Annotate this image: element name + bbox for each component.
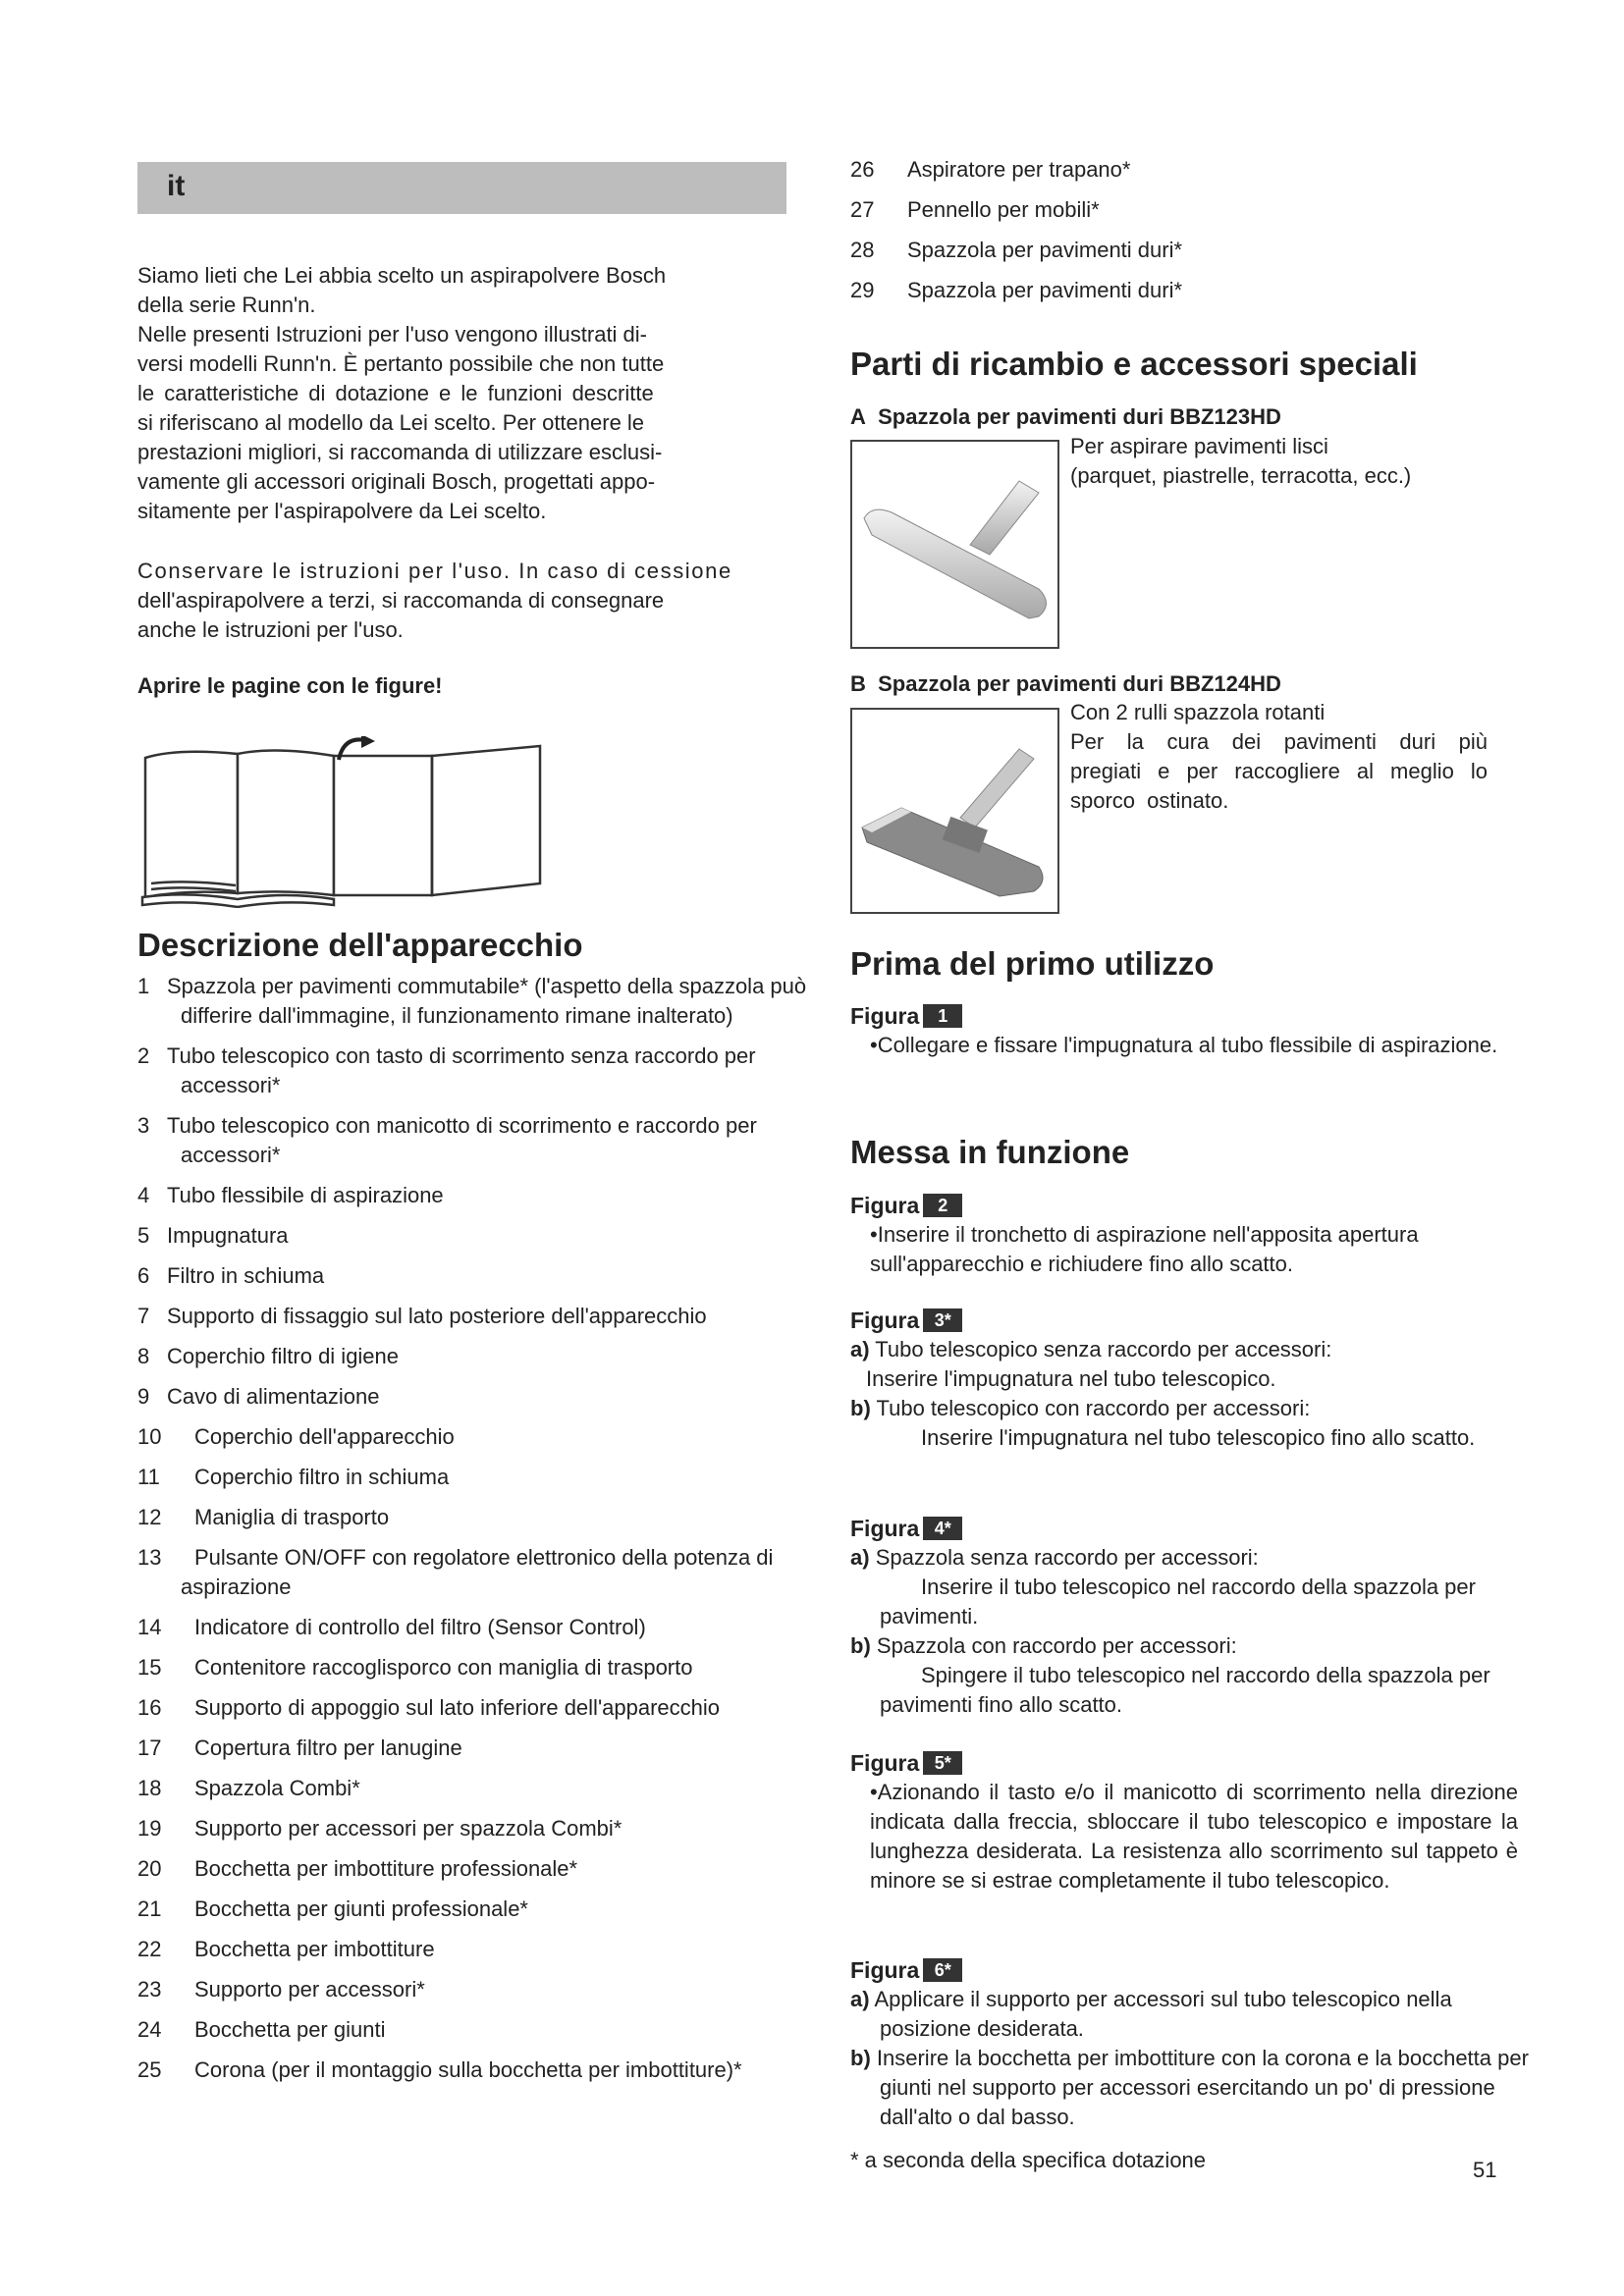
list-item: [137, 1613, 815, 1642]
item-number: 21: [137, 1896, 162, 1921]
keep-line: Conservare le istruzioni per l'uso. In caso di cessione: [137, 559, 732, 583]
item-text: Bocchetta per imbottiture professionale*: [194, 1856, 578, 1881]
item-text: Tubo telescopico con manicotto di scorrimento e raccordo per accessori*: [167, 1113, 757, 1167]
item-number: 6: [137, 1263, 150, 1288]
list-item: [137, 1693, 815, 1723]
intro-line: prestazioni migliori, si raccomanda di utilizzare esclusi-: [137, 440, 663, 464]
intro-paragraph: [137, 261, 805, 526]
accessory-b-heading: [850, 671, 1281, 697]
item-number: 20: [137, 1856, 162, 1881]
intro-line: le caratteristiche di dotazione e le funzioni descritte: [137, 381, 654, 405]
item-text: Bocchetta per giunti: [194, 2017, 386, 2042]
figure-6a-text: Applicare il supporto per accessori sul tubo telescopico nella posizione desiderata.: [874, 1987, 1452, 2041]
intro-line: della serie Runn'n.: [137, 293, 316, 317]
figure-label: Figura: [850, 1750, 920, 1776]
list-item: [137, 1653, 815, 1682]
item-text: Contenitore raccoglisporco con maniglia di trasporto: [194, 1655, 693, 1680]
figure-1-step: •Collegare e fissare l'impugnatura al tubo flessibile di aspirazione.: [870, 1033, 1498, 1057]
first-use-title: Prima del primo utilizzo: [850, 945, 1215, 982]
item-text: Indicatore di controllo del filtro (Sensor Control): [194, 1615, 646, 1639]
accessory-a-heading: [850, 404, 1281, 430]
figure-1-section: [850, 1001, 1518, 1060]
list-item: [137, 1975, 815, 2004]
operation-title: Messa in funzione: [850, 1134, 1130, 1170]
figure-2-step: •Inserire il tronchetto di aspirazione nell'apposita apertura sull'apparecchio e richiudere fino allo scatto.: [870, 1222, 1419, 1276]
item-text: Spazzola per pavimenti duri*: [907, 238, 1183, 262]
description-title: Descrizione dell'apparecchio: [137, 927, 583, 963]
item-text: Pennello per mobili*: [907, 197, 1100, 222]
language-header-bar: [137, 162, 786, 214]
item-text: Bocchetta per giunti professionale*: [194, 1896, 528, 1921]
accessory-a-line: (parquet, piastrelle, terracotta, ecc.): [1070, 463, 1412, 488]
list-item: [137, 1302, 815, 1331]
list-item: [137, 1774, 815, 1803]
figure-3b-head: Tubo telescopico con raccordo per accessori:: [876, 1396, 1311, 1420]
item-text: Supporto di appoggio sul lato inferiore dell'apparecchio: [194, 1695, 721, 1720]
accessory-b-image: [850, 708, 1059, 914]
item-text: Maniglia di trasporto: [194, 1505, 390, 1529]
list-item: [850, 155, 1518, 185]
step-label: a): [850, 1987, 870, 2011]
step-label: b): [850, 2046, 871, 2070]
figure-4b-head: Spazzola con raccordo per accessori:: [876, 1633, 1237, 1658]
figure-2-badge: 2: [923, 1194, 962, 1217]
spare-parts-title: Parti di ricambio e accessori speciali: [850, 346, 1418, 382]
figure-label: Figura: [850, 1308, 920, 1333]
item-number: 23: [137, 1977, 162, 2002]
open-book-illustration: [137, 736, 550, 908]
language-code: it: [167, 170, 186, 202]
figure-label: Figura: [850, 1957, 920, 1983]
keep-instructions-paragraph: [137, 557, 884, 645]
item-number: 5: [137, 1223, 150, 1248]
figure-6b-text: Inserire la bocchetta per imbottiture con la corona e la bocchetta per giunti nel supporto per accessori esercitando un po' di pressione dall'alto o dal basso.: [876, 2046, 1529, 2129]
intro-line: sitamente per l'aspirapolvere da Lei scelto.: [137, 499, 547, 523]
accessory-b-description: [1070, 698, 1488, 816]
accessory-a-image: [850, 440, 1059, 649]
figure-3a-head: Tubo telescopico senza raccordo per accessori:: [875, 1337, 1332, 1362]
item-text: Supporto per accessori*: [194, 1977, 425, 2002]
list-item: [850, 236, 1518, 265]
item-number: 4: [137, 1183, 150, 1207]
list-item: [137, 1181, 815, 1210]
accessory-a-line: Per aspirare pavimenti lisci: [1070, 434, 1328, 458]
intro-line: Nelle presenti Istruzioni per l'uso vengono illustrati di-: [137, 322, 648, 347]
list-item: [137, 1422, 815, 1452]
item-number: 1: [137, 974, 150, 998]
figure-3a-text: Inserire l'impugnatura nel tubo telescopico.: [866, 1366, 1276, 1391]
item-text: Coperchio filtro di igiene: [167, 1344, 400, 1368]
intro-line: vamente gli accessori originali Bosch, progettati appo-: [137, 469, 656, 494]
item-text: Tubo telescopico con tasto di scorrimento senza raccordo per accessori*: [167, 1043, 756, 1097]
item-number: 22: [137, 1937, 162, 1961]
item-number: 7: [137, 1304, 150, 1328]
item-number: 24: [137, 2017, 162, 2042]
accessory-a-description: [1070, 432, 1522, 491]
step-label: a): [850, 1545, 870, 1570]
intro-line: versi modelli Runn'n. È pertanto possibile che non tutte: [137, 351, 665, 376]
accessory-a-title: Spazzola per pavimenti duri BBZ123HD: [878, 404, 1281, 429]
hard-floor-brush-icon: [852, 442, 1057, 647]
figure-2-text: Inserire il tronchetto di aspirazione nell'apposita apertura sull'apparecchio e richiudere fino allo scatto.: [870, 1222, 1419, 1276]
list-item: [137, 1854, 815, 1884]
keep-line: dell'aspirapolvere a terzi, si raccomanda di consegnare: [137, 588, 665, 613]
figure-3-badge: 3*: [923, 1308, 962, 1332]
list-item: [137, 1895, 815, 1924]
list-item: [137, 1734, 815, 1763]
item-text: Supporto di fissaggio sul lato posteriore dell'apparecchio: [167, 1304, 707, 1328]
accessory-b-letter: B: [850, 671, 866, 696]
item-text: Bocchetta per imbottiture: [194, 1937, 435, 1961]
list-item: [137, 1543, 815, 1602]
item-number: 11: [137, 1465, 160, 1489]
accessory-b-line: Per la cura dei pavimenti duri più pregiati e per raccogliere al meglio lo sporco ostinato.: [1070, 729, 1488, 813]
item-text: Tubo flessibile di aspirazione: [167, 1183, 444, 1207]
figure-label: Figura: [850, 1003, 920, 1029]
accessory-a-letter: A: [850, 404, 866, 429]
list-item: [137, 2015, 815, 2045]
item-text: Coperchio filtro in schiuma: [194, 1465, 450, 1489]
figure-5-badge: 5*: [923, 1751, 962, 1775]
item-text: Supporto per accessori per spazzola Combi*: [194, 1816, 623, 1841]
item-number: 9: [137, 1384, 150, 1409]
figure-3-section: [850, 1306, 1538, 1453]
item-text: Spazzola per pavimenti duri*: [907, 278, 1183, 302]
item-text: Filtro in schiuma: [167, 1263, 325, 1288]
list-item: [850, 276, 1518, 305]
figure-label: Figura: [850, 1516, 920, 1541]
item-text: Corona (per il montaggio sulla bocchetta per imbottiture)*: [194, 2057, 742, 2082]
item-text: Copertura filtro per lanugine: [194, 1735, 462, 1760]
figure-label: Figura: [850, 1193, 920, 1218]
list-item: [137, 1041, 815, 1100]
item-number: 10: [137, 1424, 162, 1449]
step-label: b): [850, 1633, 871, 1658]
page-number: 51: [1473, 2158, 1497, 2182]
item-text: Pulsante ON/OFF con regolatore elettronico della potenza di aspirazione: [181, 1545, 774, 1599]
figure-2-section: [850, 1191, 1518, 1279]
item-number: 17: [137, 1735, 162, 1760]
item-number: 25: [137, 2057, 162, 2082]
figure-4-badge: 4*: [923, 1517, 962, 1540]
item-number: 27: [850, 197, 875, 222]
figure-4-section: [850, 1514, 1538, 1720]
item-number: 18: [137, 1776, 162, 1800]
item-number: 28: [850, 238, 875, 262]
list-item: [137, 1382, 815, 1412]
item-text: Coperchio dell'apparecchio: [194, 1424, 455, 1449]
figure-5-step: •Azionando il tasto e/o il manicotto di scorrimento nella direzione indicata dalla freccia, sbloccare il tubo telescopico e impostare la lunghezza desiderata. La resistenza allo scorrimento sul tappeto è minore se si estrae completamente il tubo telescopico.: [870, 1780, 1518, 1893]
figure-4a-text: Inserire il tubo telescopico nel raccordo della spazzola per pavimenti.: [880, 1575, 1476, 1629]
item-number: 26: [850, 157, 875, 182]
item-number: 12: [137, 1505, 162, 1529]
figure-4b-text: Spingere il tubo telescopico nel raccordo della spazzola per pavimenti fino allo scatto.: [880, 1663, 1490, 1717]
list-item: [137, 1342, 815, 1371]
item-text: Spazzola Combi*: [194, 1776, 360, 1800]
intro-line: si riferiscano al modello da Lei scelto. Per ottenere le: [137, 410, 645, 435]
step-label: a): [850, 1337, 870, 1362]
item-number: 2: [137, 1043, 150, 1068]
list-item: [137, 1261, 815, 1291]
intro-line: Siamo lieti che Lei abbia scelto un aspirapolvere Bosch: [137, 263, 667, 288]
list-item: [137, 1935, 815, 1964]
keep-line: anche le istruzioni per l'uso.: [137, 617, 404, 642]
list-item: [137, 972, 815, 1031]
rotating-brush-floor-nozzle-icon: [852, 710, 1057, 912]
item-text: Cavo di alimentazione: [167, 1384, 380, 1409]
accessory-b-title: Spazzola per pavimenti duri BBZ124HD: [878, 671, 1281, 696]
list-item: [137, 1463, 815, 1492]
figure-1-text: Collegare e fissare l'impugnatura al tubo flessibile di aspirazione.: [877, 1033, 1498, 1057]
figure-6-badge: 6*: [923, 1958, 962, 1982]
list-item: [137, 1111, 815, 1170]
parts-list-continued: [850, 155, 1518, 316]
list-item: [137, 2056, 815, 2085]
figure-5-section: [850, 1748, 1538, 1896]
item-number: 16: [137, 1695, 162, 1720]
figure-5-text: Azionando il tasto e/o il manicotto di scorrimento nella direzione indicata dalla freccia, sbloccare il tubo telescopico e impostare la lunghezza desiderata. La resistenza allo scorrimento sul tappeto è minore se si estrae completamente il tubo telescopico.: [870, 1780, 1518, 1893]
list-item: [137, 1221, 815, 1251]
item-number: 29: [850, 278, 875, 302]
item-number: 8: [137, 1344, 150, 1368]
figure-1-badge: 1: [923, 1004, 962, 1028]
list-item: [850, 195, 1518, 225]
figure-3b-text: Inserire l'impugnatura nel tubo telescopico fino allo scatto.: [921, 1425, 1476, 1450]
figure-4a-head: Spazzola senza raccordo per accessori:: [875, 1545, 1259, 1570]
parts-list: [137, 972, 815, 2096]
item-text: Impugnatura: [167, 1223, 289, 1248]
item-number: 15: [137, 1655, 162, 1680]
accessory-b-line: Con 2 rulli spazzola rotanti: [1070, 700, 1326, 724]
item-number: 14: [137, 1615, 162, 1639]
open-pages-note: Aprire le pagine con le figure!: [137, 673, 443, 698]
step-label: b): [850, 1396, 871, 1420]
list-item: [137, 1814, 815, 1843]
item-text: Aspiratore per trapano*: [907, 157, 1131, 182]
item-number: 19: [137, 1816, 162, 1841]
item-number: 3: [137, 1113, 150, 1138]
list-item: [137, 1503, 815, 1532]
item-number: 13: [137, 1545, 162, 1570]
item-text: Spazzola per pavimenti commutabile* (l'aspetto della spazzola può differire dall'immagine, il funzionamento rimane inalterato): [167, 974, 807, 1028]
footnote: * a seconda della specifica dotazione: [850, 2148, 1207, 2172]
figure-6-section: [850, 1955, 1538, 2132]
